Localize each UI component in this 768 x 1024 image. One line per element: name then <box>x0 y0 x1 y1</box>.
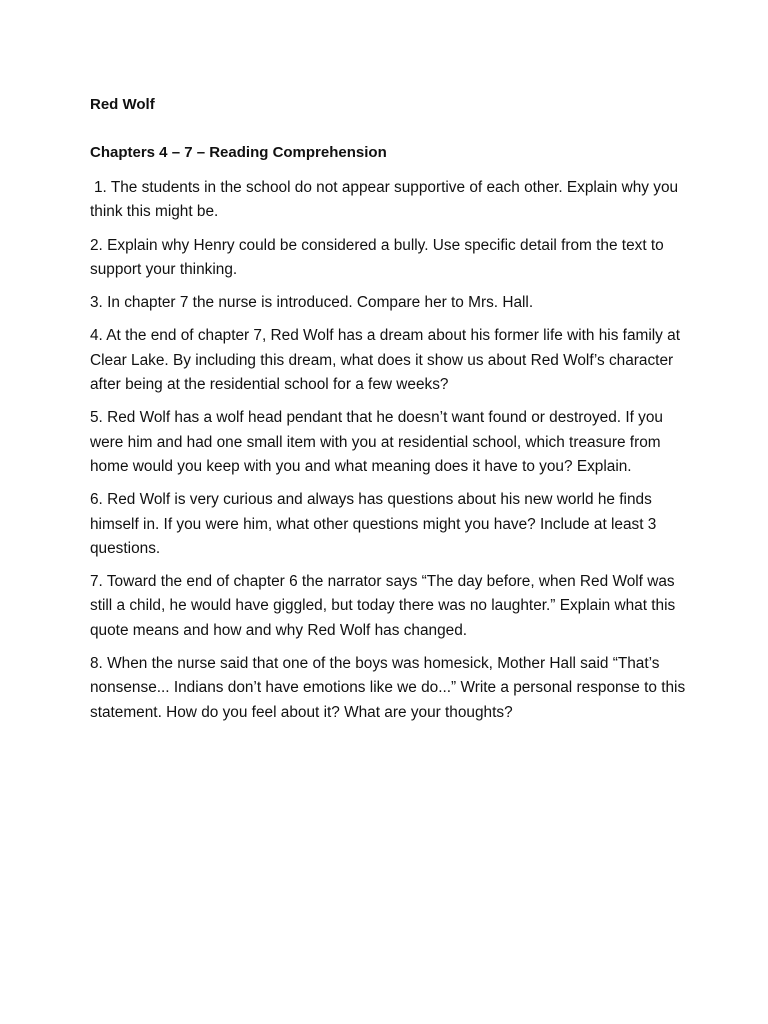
question-8: 8. When the nurse said that one of the boys was homesick, Mother Hall said “That’s nonsense... Indians don’t have emotions like we do...” Write a personal response to this statement. How do you feel about it? What are your thoughts? <box>90 655 686 721</box>
question-6: 6. Red Wolf is very curious and always has questions about his new world he finds himself in. If you were him, what other questions might you have? Include at least 3 questions. <box>90 491 657 557</box>
question-2: 2. Explain why Henry could be considered a bully. Use specific detail from the text to support your thinking. <box>90 236 664 278</box>
question-3: 3. In chapter 7 the nurse is introduced. Compare her to Mrs. Hall. <box>90 294 534 312</box>
question-1: 1. The students in the school do not appear supportive of each other. Explain why you think this might be. <box>90 179 679 221</box>
question-4: 4. At the end of chapter 7, Red Wolf has a dream about his former life with his family at Clear Lake. By including this dream, what does it show us about Red Wolf’s character after being at the residential school for a few weeks? <box>90 327 680 394</box>
document-title: Red Wolf <box>90 96 155 113</box>
question-7: 7. Toward the end of chapter 6 the narrator says “The day before, when Red Wolf was still a child, he would have giggled, but today there was no laughter.” Explain what this quote means and how and why Red Wolf has changed. <box>90 573 676 639</box>
question-5: 5. Red Wolf has a wolf head pendant that he doesn’t want found or destroyed. If you were him and had one small item with you at residential school, which treasure from home would you keep with you and what meaning does it have to you? Explain. <box>90 409 663 475</box>
document-subtitle: Chapters 4 – 7 – Reading Comprehension <box>90 144 387 161</box>
document-body <box>90 95 690 734</box>
